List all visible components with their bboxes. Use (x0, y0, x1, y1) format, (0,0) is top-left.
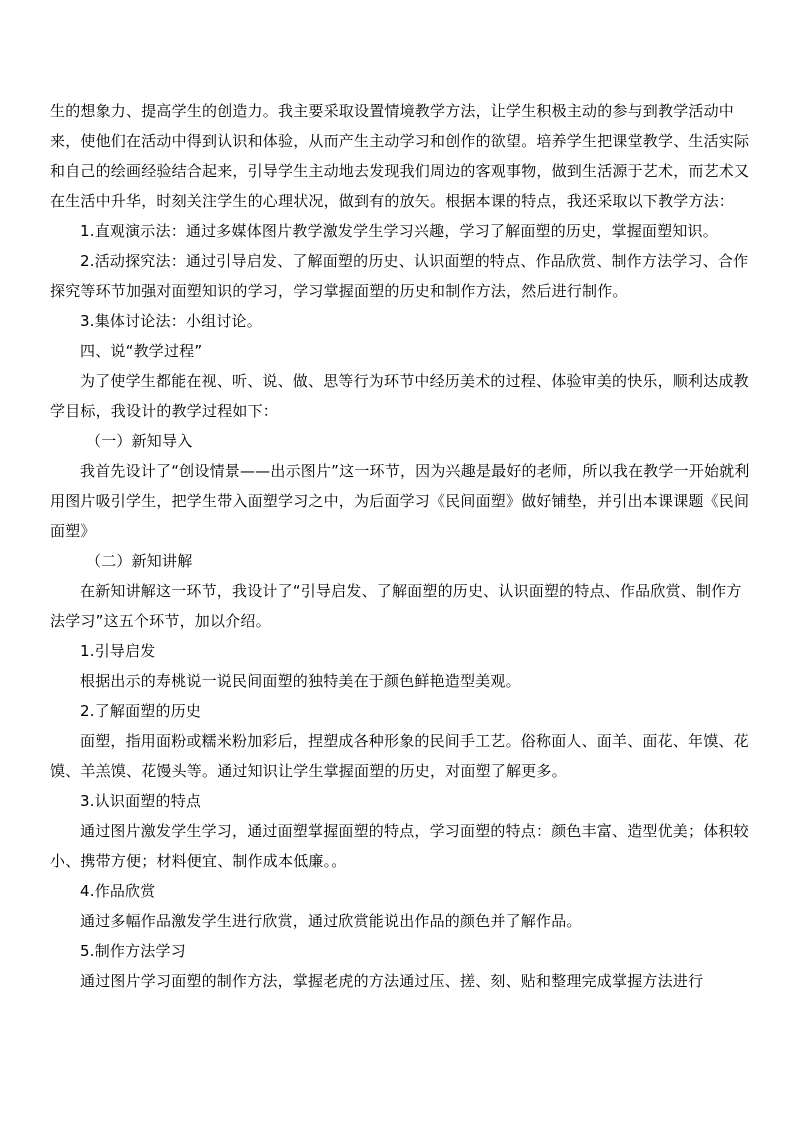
method-item-2: 2.活动探究法：通过引导启发、了解面塑的历史、认识面塑的特点、作品欣赏、制作方法学习、合作探究等环节加强对面塑知识的学习，学习掌握面塑的历史和制作方法，然后进行制作。 (50, 252, 749, 300)
paragraph-intro-continued: 生的想象力、提高学生的创造力。我主要采取设置情境教学方法，让学生积极主动的参与到教学活动中来，使他们在活动中得到认识和体验，从而产生主动学习和创作的欲望。培养学生把课堂教学、生活实际和自己的绘画经验结合起来，引导学生主动地去发现我们周边的客观事物，做到生活源于艺术，而艺术又在生活中升华，时刻关注学生的心理状况，做到有的放矢。根据本课的特点，我还采取以下教学方法： (50, 102, 750, 210)
step-heading-1: 1.引导启发 (80, 642, 156, 660)
subheading-new-knowledge-intro: （一）新知导入 (86, 432, 193, 450)
document-body (50, 96, 756, 996)
step-text-4: 通过多幅作品激发学生进行欣赏，通过欣赏能说出作品的颜色并了解作品。 (80, 912, 582, 930)
method-item-1: 1.直观演示法：通过多媒体图片教学激发学生学习兴趣，学习了解面塑的历史，掌握面塑知识。 (80, 222, 718, 240)
step-text-3: 通过图片激发学生学习，通过面塑掌握面塑的特点，学习面塑的特点：颜色丰富、造型优美；体积较小、携带方便；材料便宜、制作成本低廉。。 (50, 822, 749, 870)
step-heading-4: 4.作品欣赏 (80, 882, 156, 900)
step-heading-2: 2.了解面塑的历史 (80, 702, 202, 720)
section-heading-teaching-process: 四、说“教学过程” (80, 342, 203, 360)
paragraph-process-intro: 为了使学生都能在视、听、说、做、思等行为环节中经历美术的过程、体验审美的快乐，顺利达成教学目标，我设计的教学过程如下： (50, 372, 749, 420)
step-text-2: 面塑，指用面粉或糯米粉加彩后，捏塑成各种形象的民间手工艺。俗称面人、面羊、面花、年馍、花馍、羊羔馍、花馒头等。通过知识让学生掌握面塑的历史，对面塑了解更多。 (50, 732, 749, 780)
method-item-3: 3.集体讨论法：小组讨论。 (80, 312, 262, 330)
step-text-5: 通过图片学习面塑的制作方法，掌握老虎的方法通过压、搓、刻、贴和整理完成掌握方法进行 (80, 972, 704, 990)
paragraph-new-knowledge-explain: 在新知讲解这一环节，我设计了“引导启发、了解面塑的历史、认识面塑的特点、作品欣赏、制作方法学习”这五个环节，加以介绍。 (50, 582, 742, 630)
subheading-new-knowledge-explain: （二）新知讲解 (86, 552, 193, 570)
step-heading-5: 5.制作方法学习 (80, 942, 186, 960)
step-heading-3: 3.认识面塑的特点 (80, 792, 202, 810)
paragraph-new-knowledge-intro: 我首先设计了“创设情景——出示图片”这一环节，因为兴趣是最好的老师，所以我在教学一开始就利用图片吸引学生，把学生带入面塑学习之中，为后面学习《民间面塑》做好铺垫，并引出本课课题《民间面塑》 (50, 462, 750, 540)
step-text-1: 根据出示的寿桃说一说民间面塑的独特美在于颜色鲜艳造型美观。 (80, 672, 521, 690)
